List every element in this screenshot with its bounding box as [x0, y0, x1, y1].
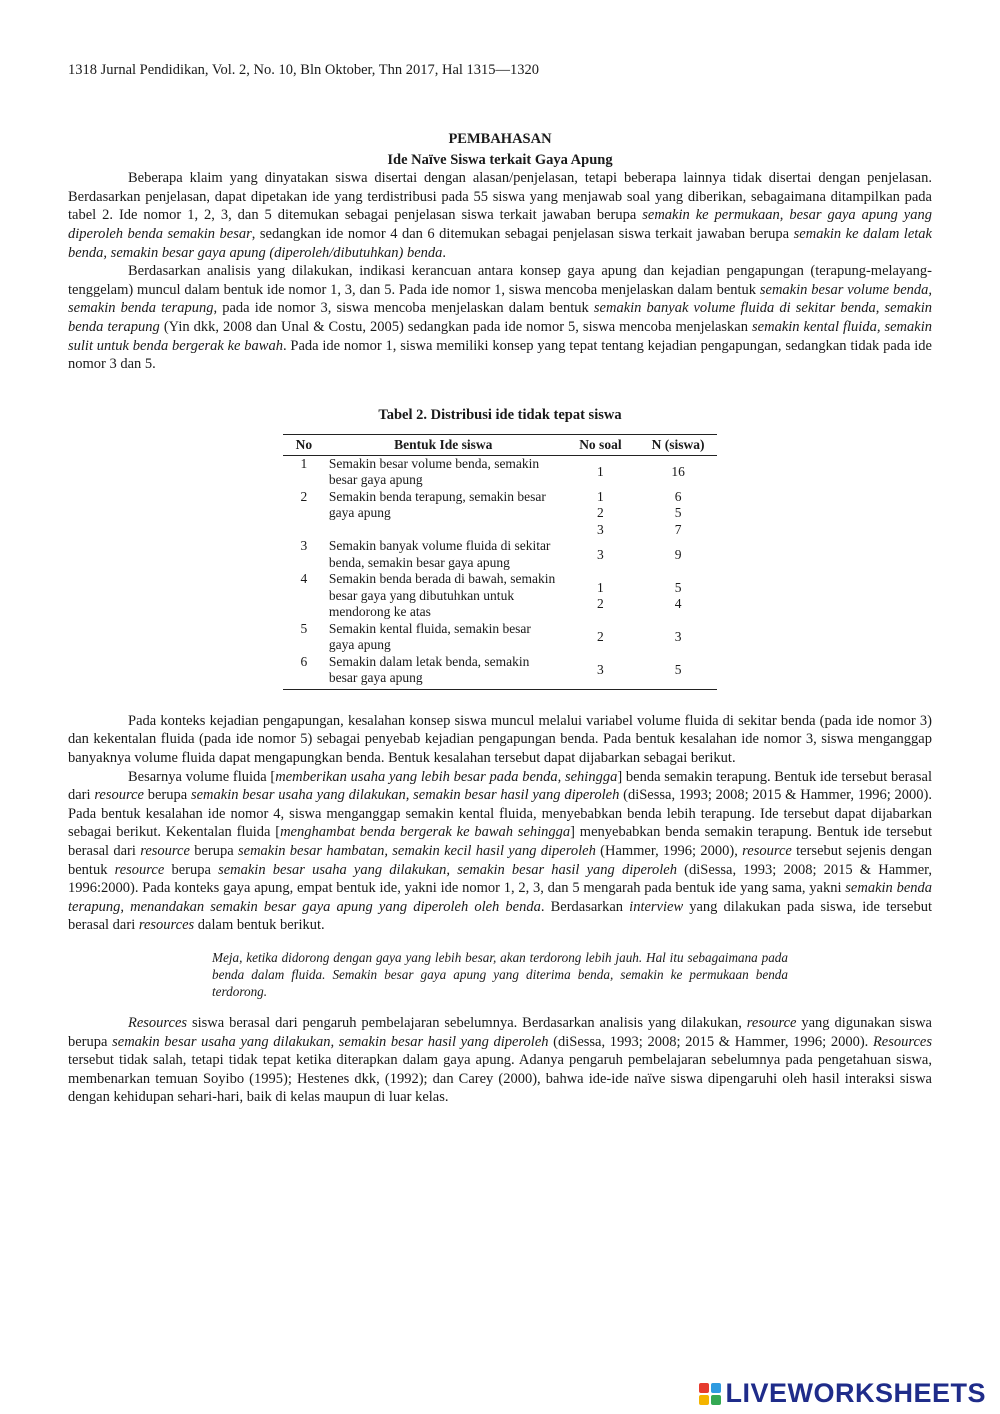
- n-siswa-value: 7: [674, 521, 682, 537]
- brand-square-yellow: [699, 1395, 709, 1405]
- cell-n-siswa: [639, 654, 717, 690]
- col-header-no-soal: No soal: [562, 435, 640, 456]
- cell-no: 4: [300, 571, 308, 587]
- table-caption: Tabel 2. Distribusi ide tidak tepat siswa: [378, 406, 622, 423]
- n-siswa-value: 4: [674, 596, 682, 612]
- n-siswa-value: 5: [674, 505, 682, 521]
- brand-square-red: [699, 1383, 709, 1393]
- no-soal-value: 1: [597, 464, 604, 480]
- no-soal-value: 2: [597, 596, 604, 612]
- cell-no-soal: [562, 538, 640, 571]
- section-title: PEMBAHASAN: [448, 131, 552, 147]
- cell-bentuk-ide: Semakin dalam letak benda, semakin besar gaya apung: [325, 654, 562, 690]
- n-siswa-value: 16: [671, 464, 685, 480]
- paragraph-4: Besarnya volume fluida [memberikan usaha yang lebih besar pada benda, sehingga] benda semakin terapung. Bentuk ide tersebut berasal dari resource berupa semakin besar usaha yang dilakukan, semakin besar hasil yang diperoleh (diSessa, 1993; 2008; 2015 & Hammer, 1996; 2000). Pada bentuk kesalahan ide nomor 4, siswa menganggap semakin kental fluida, menyebabkan benda lebih terapung. Ide tersebut dapat dijabarkan sebagai berikut. Kekentalan fluida [menghambat benda bergerak ke bawah sehingga] menyebabkan benda semakin terapung. Bentuk ide tersebut berasal dari resource berupa semakin besar hambatan, semakin kecil hasil yang diperoleh (Hammer, 1996; 2000), resource tersebut sejenis dengan bentuk resource berupa semakin besar usaha yang dilakukan, semakin besar hasil yang diperoleh (diSessa, 1993; 2008; 2015 & Hammer, 1996:2000). Pada konteks gaya apung, empat bentuk ide, yakni ide nomor 1, 2, 3, dan 5 mengarah pada bentuk ide yang sama, yakni semakin benda terapung, menandakan semakin besar gaya apung yang diperoleh oleh benda. Berdasarkan interview yang dilakukan pada siswa, ide tersebut berasal dari resources dalam bentuk berikut.: [68, 768, 933, 934]
- no-soal-value: 2: [597, 629, 604, 645]
- n-siswa-value: 5: [674, 662, 682, 678]
- brand-text: LIVEWORKSHEETS: [725, 1378, 986, 1408]
- n-siswa-value: 6: [674, 488, 682, 504]
- cell-no: 3: [300, 538, 308, 554]
- col-header-no: No: [283, 435, 325, 456]
- cell-no-soal: [562, 455, 640, 489]
- no-soal-value: 1: [597, 488, 604, 504]
- cell-no: 5: [300, 620, 308, 636]
- no-soal-value: 3: [597, 662, 604, 678]
- article-body: [68, 130, 932, 1107]
- n-siswa-value: 3: [674, 629, 682, 645]
- table-row: [283, 538, 717, 571]
- cell-no-soal: [562, 571, 640, 621]
- brand-grid-icon: [699, 1383, 721, 1405]
- table-row: [283, 654, 717, 690]
- cell-no: 6: [283, 654, 325, 690]
- col-header-n-siswa: N (siswa): [639, 435, 717, 456]
- table-row: [283, 571, 717, 621]
- block-quote: Meja, ketika didorong dengan gaya yang lebih besar, akan terdorong lebih jauh. Hal itu sebagaimana pada benda dalam fluida. Semakin besar gaya apung yang diterima benda, semakin ke permukaan benda terdorong.: [212, 949, 788, 999]
- cell-bentuk-ide: Semakin kental fluida, semakin besar gaya apung: [328, 620, 531, 653]
- brand-square-green: [711, 1395, 721, 1405]
- cell-n-siswa: [639, 489, 717, 539]
- cell-n-siswa: [639, 571, 717, 621]
- no-soal-value: 1: [597, 579, 604, 595]
- no-soal-value: 3: [597, 546, 604, 562]
- table-row: [283, 621, 717, 654]
- liveworksheets-logo: [699, 1378, 986, 1409]
- no-soal-value: 3: [597, 521, 604, 537]
- cell-n-siswa: [639, 455, 717, 489]
- no-soal-value: 2: [597, 505, 604, 521]
- col-header-bentuk: Bentuk Ide siswa: [325, 435, 562, 456]
- running-head: 1318 Jurnal Pendidikan, Vol. 2, No. 10, Bln Oktober, Thn 2017, Hal 1315—1320: [68, 62, 540, 78]
- cell-no-soal: [562, 621, 640, 654]
- paragraph-5: Resources siswa berasal dari pengaruh pembelajaran sebelumnya. Berdasarkan analisis yang dilakukan, resource yang digunakan siswa berupa semakin besar usaha yang dilakukan, semakin besar hasil yang diperoleh (diSessa, 1993; 2008; 2015 & Hammer, 1996; 2000). Resources tersebut tidak salah, tetapi tidak tepat ketika diterapkan dalam gaya apung. Adanya pengaruh pembelajaran sebelumnya pada pengetahuan siswa, membenarkan temuan Soyibo (1995); Hestenes dkk, (1992); dan Carey (2000), bahwa ide-ide naïve siswa dipengaruhi oleh hasil interaksi siswa dengan kehidupan sehari-hari, baik di kelas maupun di luar kelas.: [68, 1014, 932, 1106]
- cell-n-siswa: [639, 621, 717, 654]
- n-siswa-value: 5: [674, 579, 682, 595]
- cell-bentuk-ide: Semakin benda berada di bawah, semakin besar gaya yang dibutuhkan untuk mendorong ke atas: [328, 571, 556, 620]
- cell-no: 1: [300, 455, 308, 471]
- table-row: [283, 489, 717, 539]
- idea-distribution-table: [283, 434, 717, 690]
- cell-no-soal: [562, 489, 640, 539]
- paragraph-1: Beberapa klaim yang dinyatakan siswa disertai dengan alasan/penjelasan, tetapi beberapa lainnya tidak disertai dengan penjelasan. Berdasarkan penjelasan, dapat dipetakan ide yang terdistribusi pada 55 siswa yang menjawab soal yang diberikan, sebagaimana ditampilkan pada tabel 2. Ide nomor 1, 2, 3, dan 5 ditemukan sebagai penjelasan siswa terkait jawaban berupa semakin ke permukaan, besar gaya apung yang diperoleh benda semakin besar, sedangkan ide nomor 4 dan 6 ditemukan sebagai penjelasan siswa terkait jawaban berupa semakin ke dalam letak benda, semakin besar gaya apung (diperoleh/dibutuhkan) benda.: [68, 170, 932, 261]
- table-header-row: [283, 435, 717, 456]
- cell-bentuk-ide: Semakin benda terapung, semakin besar gaya apung: [328, 488, 546, 521]
- cell-bentuk-ide: Semakin banyak volume fluida di sekitar benda, semakin besar gaya apung: [328, 538, 551, 570]
- table-row: [283, 455, 717, 489]
- paragraph-3: Pada konteks kejadian pengapungan, kesalahan konsep siswa muncul melalui variabel volume fluida di sekitar benda (pada ide nomor 3) dan kekentalan fluida (pada ide nomor 5) sebagai penyebab kejadian pengapungan benda. Pada bentuk kesalahan ide nomor 3, siswa menganggap banyaknya volume fluida dapat mengapungkan benda. Bentuk kesalahan tersebut dapat dijabarkan sebagai berikut.: [68, 712, 932, 766]
- cell-no-soal: [562, 654, 640, 690]
- cell-no: 2: [300, 488, 308, 504]
- paragraph-2: Berdasarkan analisis yang dilakukan, indikasi kerancuan antara konsep gaya apung dan kejadian pengapungan (terapung-melayang-tenggelam) muncul dalam bentuk ide nomor 1, 3, dan 5. Pada ide nomor 1, siswa mencoba menjelaskan dalam bentuk semakin besar volume benda, semakin benda terapung, pada ide nomor 3, siswa mencoba menjelaskan dalam bentuk semakin banyak volume fluida di sekitar benda, semakin benda terapung (Yin dkk, 2008 dan Unal & Costu, 2005) sedangkan pada ide nomor 5, siswa mencoba menjelaskan semakin kental fluida, semakin sulit untuk benda bergerak ke bawah. Pada ide nomor 1, siswa memiliki konsep yang tepat tentang kejadian pengapungan, sedangkan tidak pada ide nomor 3 dan 5.: [68, 263, 933, 373]
- brand-square-blue: [711, 1383, 721, 1393]
- subsection-title: Ide Naïve Siswa terkait Gaya Apung: [387, 151, 613, 168]
- n-siswa-value: 9: [674, 546, 682, 562]
- cell-n-siswa: [639, 538, 717, 571]
- cell-bentuk-ide: Semakin besar volume benda, semakin besar gaya apung: [328, 455, 540, 488]
